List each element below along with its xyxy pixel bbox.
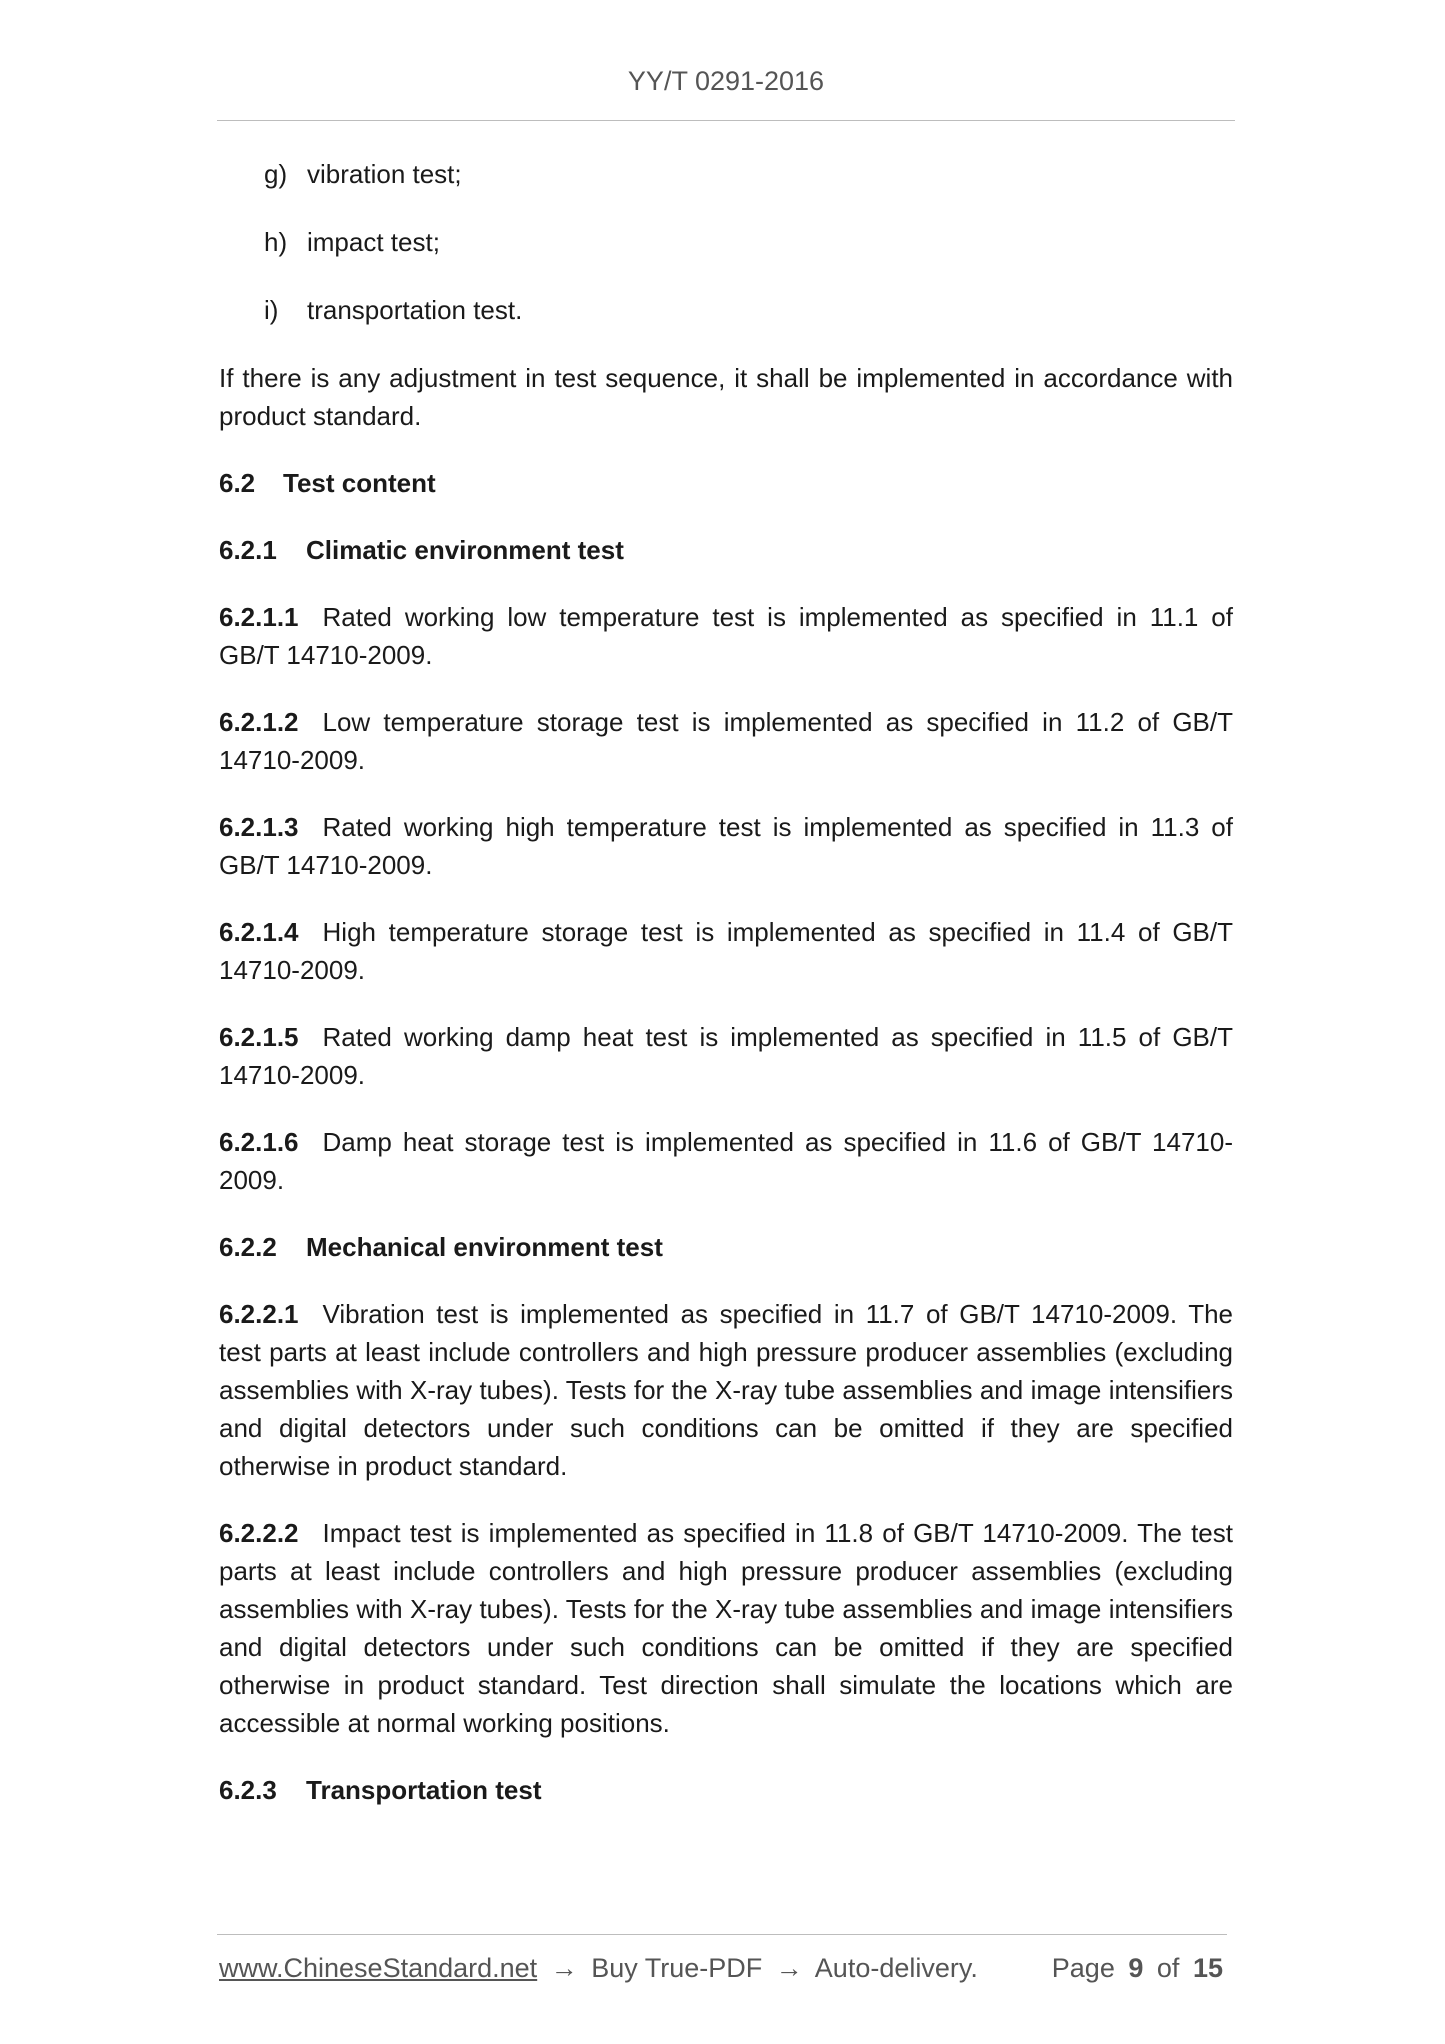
footer-divider [217, 1934, 1227, 1935]
section-number: 6.2 [219, 468, 256, 498]
clause-number: 6.2.1.3 [219, 812, 299, 842]
section-title: Mechanical environment test [306, 1232, 663, 1262]
clause-number: 6.2.1.2 [219, 707, 299, 737]
page-indicator [1052, 1950, 1229, 1986]
list-text: impact test; [307, 227, 440, 257]
clause-paragraph [219, 913, 1233, 989]
intro-paragraph: If there is any adjustment in test sequence, it shall be implemented in accordance with product standard. [219, 363, 1233, 431]
clause-number: 6.2.1.5 [219, 1022, 299, 1052]
clause-text: Impact test is implemented as specified in 11.8 of GB/T 14710-2009. The test parts at least include controllers and high pressure producer assemblies (excluding assemblies with X-ray tubes). Tests for the X-ray tube assemblies and image intensifiers and digital detectors under such conditions can be omitted if they are specified otherwise in product standard. Test direction shall simulate the locations which are accessible at normal working positions. [219, 1518, 1233, 1738]
clause-paragraph [219, 1018, 1233, 1094]
section-title: Climatic environment test [306, 535, 624, 565]
section-number: 6.2.3 [219, 1775, 277, 1805]
section-title: Transportation test [306, 1775, 542, 1805]
list-marker: g) [264, 159, 288, 189]
clause-text: Damp heat storage test is implemented as specified in 11.6 of GB/T 14710-2009. [219, 1127, 1233, 1195]
list-marker: h) [264, 227, 288, 257]
clause-text: Low temperature storage test is implemented as specified in 11.2 of GB/T 14710-2009. [219, 707, 1233, 775]
header-divider [217, 120, 1235, 121]
clause-number: 6.2.2.1 [219, 1299, 299, 1329]
list-text: transportation test. [307, 295, 523, 325]
clause-paragraph [219, 703, 1233, 779]
section-heading-6-2 [219, 464, 1233, 502]
delivery-text: Auto-delivery. [814, 1953, 978, 1983]
page-current: 9 [1128, 1953, 1144, 1983]
clause-paragraph [219, 1514, 1233, 1742]
page-total: 15 [1192, 1953, 1223, 1983]
page-footer [219, 1950, 1229, 1986]
section-heading-6-2-2 [219, 1228, 1233, 1266]
document-body [219, 155, 1233, 1838]
page-of: of [1156, 1953, 1180, 1983]
arrow-right-icon: → [550, 1953, 578, 1983]
section-title: Test content [283, 468, 436, 498]
clause-text: Rated working low temperature test is implemented as specified in 11.1 of GB/T 14710-2009. [219, 602, 1233, 670]
website-link[interactable]: www.ChineseStandard.net [219, 1953, 538, 1983]
clause-paragraph [219, 1123, 1233, 1199]
clause-paragraph [219, 808, 1233, 884]
clause-number: 6.2.1.4 [219, 917, 299, 947]
clause-text: Vibration test is implemented as specified in 11.7 of GB/T 14710-2009. The test parts at least include controllers and high pressure producer assemblies (excluding assemblies with X-ray tubes). Tests for the X-ray tube assemblies and image intensifiers and digital detectors under such conditions can be omitted if they are specified otherwise in product standard. [219, 1299, 1233, 1481]
page-label: Page [1051, 1953, 1115, 1983]
list-item [219, 223, 1233, 261]
section-number: 6.2.2 [219, 1232, 277, 1262]
section-heading-6-2-1 [219, 531, 1233, 569]
list-item [219, 155, 1233, 193]
clause-number: 6.2.1.6 [219, 1127, 299, 1157]
section-number: 6.2.1 [219, 535, 277, 565]
list-text: vibration test; [307, 159, 462, 189]
clause-paragraph [219, 598, 1233, 674]
arrow-right-icon: → [775, 1953, 803, 1983]
clause-text: Rated working damp heat test is implemented as specified in 11.5 of GB/T 14710-2009. [219, 1022, 1233, 1090]
buy-text: Buy True-PDF [591, 1953, 763, 1983]
clause-text: Rated working high temperature test is implemented as specified in 11.3 of GB/T 14710-2009. [219, 812, 1233, 880]
clause-number: 6.2.2.2 [219, 1518, 299, 1548]
section-heading-6-2-3 [219, 1771, 1233, 1809]
list-marker: i) [264, 295, 279, 325]
list-item [219, 291, 1233, 329]
clause-number: 6.2.1.1 [219, 602, 299, 632]
clause-text: High temperature storage test is implemented as specified in 11.4 of GB/T 14710-2009. [219, 917, 1233, 985]
document-header-id: YY/T 0291-2016 [627, 66, 825, 96]
clause-paragraph [219, 1295, 1233, 1485]
